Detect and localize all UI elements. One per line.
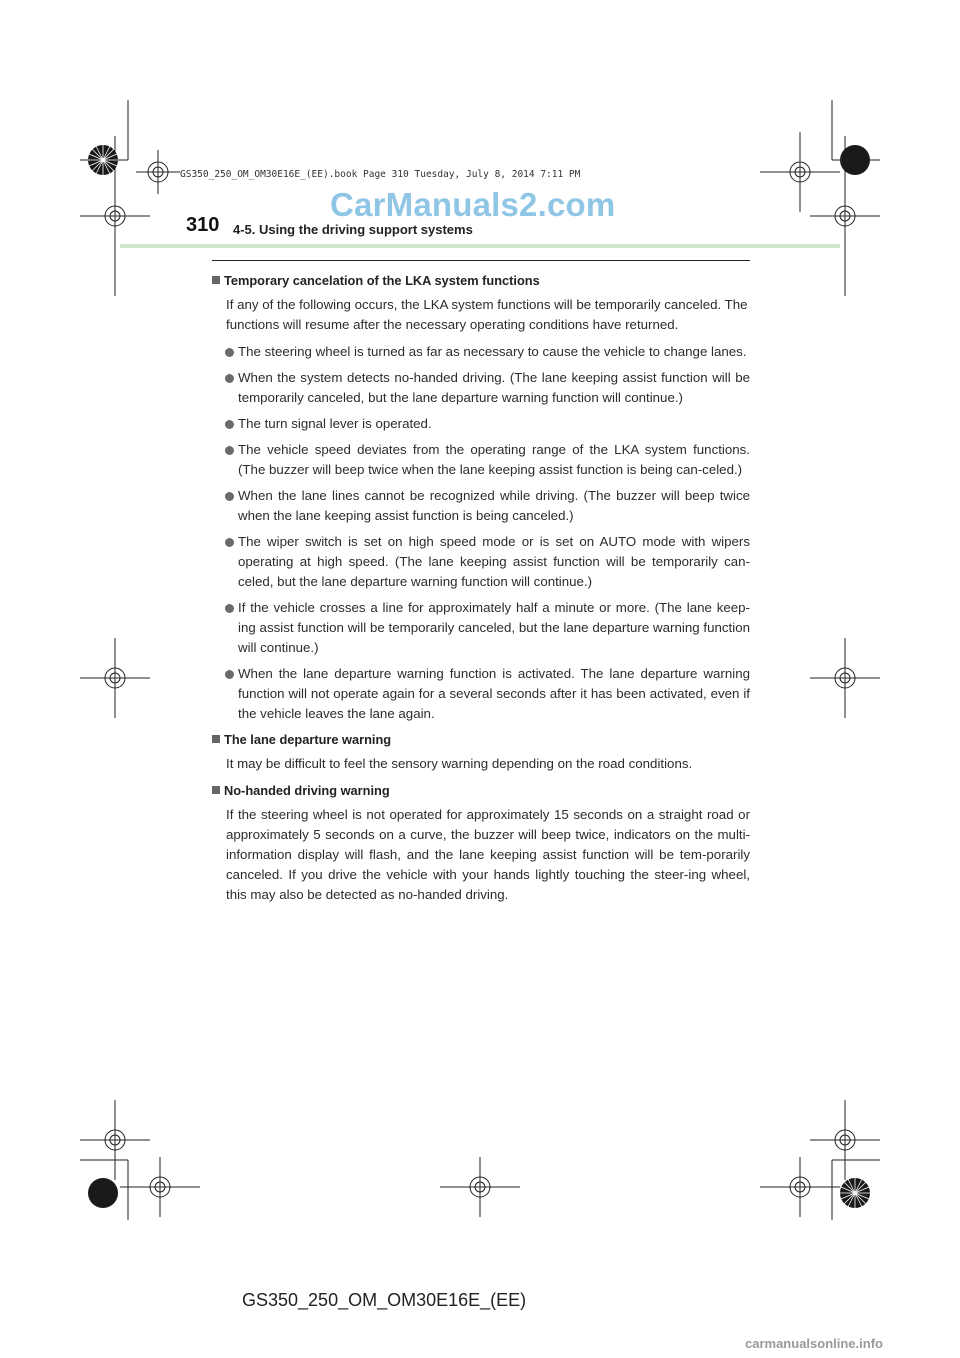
subsection-heading: No-handed driving warning <box>212 781 750 801</box>
watermark-bottom: carmanualsonline.info <box>745 1336 883 1351</box>
footer-model-code: GS350_250_OM_OM30E16E_(EE) <box>242 1290 527 1310</box>
bullet-dot-icon <box>225 446 234 455</box>
list-item: If the vehicle crosses a line for approximately half a minute or more. (The lane keep-ing assist function will be temporarily canceled, but the lane departure warning function will continue.) <box>212 598 750 658</box>
bullet-dot-icon <box>225 348 234 357</box>
book-print-info: GS350_250_OM_OM30E16E_(EE).book Page 310 Tuesday, July 8, 2014 7:11 PM <box>180 169 581 180</box>
subsection-heading: The lane departure warning <box>212 730 750 750</box>
list-item: The vehicle speed deviates from the operating range of the LKA system functions. (The buzzer will beep twice when the lane keeping assist function is being can-celed.) <box>212 440 750 480</box>
list-item: The steering wheel is turned as far as necessary to cause the vehicle to change lanes. <box>212 342 750 362</box>
square-bullet-icon <box>212 735 220 743</box>
bullet-dot-icon <box>225 492 234 501</box>
bullet-dot-icon <box>225 374 234 383</box>
list-item: The turn signal lever is operated. <box>212 414 750 434</box>
list-item: When the lane lines cannot be recognized while driving. (The buzzer will beep twice when the lane keeping assist function is being canceled.) <box>212 486 750 526</box>
header-rule <box>212 260 750 261</box>
list-item: When the lane departure warning function is activated. The lane departure warning function will not operate again for a several seconds after it has been activated, even if the vehicle leaves the lane again. <box>212 664 750 724</box>
section-title: 4-5. Using the driving support systems <box>233 222 473 237</box>
list-item: When the system detects no-handed driving. (The lane keeping assist function will be temporarily canceled, but the lane departure warning function will continue.) <box>212 368 750 408</box>
square-bullet-icon <box>212 786 220 794</box>
paragraph: It may be difficult to feel the sensory warning depending on the road conditions. <box>226 756 693 771</box>
list-item: The wiper switch is set on high speed mode or is set on AUTO mode with wipers operating at high speed. (The lane keeping assist function will be temporarily can-celed, but the lane departure warning function will continue.) <box>212 532 750 592</box>
page-number: 310 <box>186 214 220 236</box>
watermark-top: CarManuals2.com <box>330 186 616 223</box>
bullet-dot-icon <box>225 670 234 679</box>
bullet-dot-icon <box>225 538 234 547</box>
paragraph: If any of the following occurs, the LKA system functions will be temporarily canceled. The functions will resume after the necessary operating conditions have returned. <box>226 297 748 332</box>
header-bar <box>120 244 840 248</box>
paragraph: If the steering wheel is not operated for approximately 15 seconds on a straight road or approximately 5 seconds on a curve, the buzzer will beep twice, indicators on the multi-information display will flash, and the lane keeping assist function will be tem-porarily canceled. If you drive the vehicle with your hands lightly touching the steer-ing wheel, this may also be detected as no-handed driving. <box>226 807 750 902</box>
subsection-heading: Temporary cancelation of the LKA system functions <box>212 271 750 291</box>
square-bullet-icon <box>212 276 220 284</box>
page-content <box>212 266 750 912</box>
bullet-dot-icon <box>225 604 234 613</box>
bullet-dot-icon <box>225 420 234 429</box>
